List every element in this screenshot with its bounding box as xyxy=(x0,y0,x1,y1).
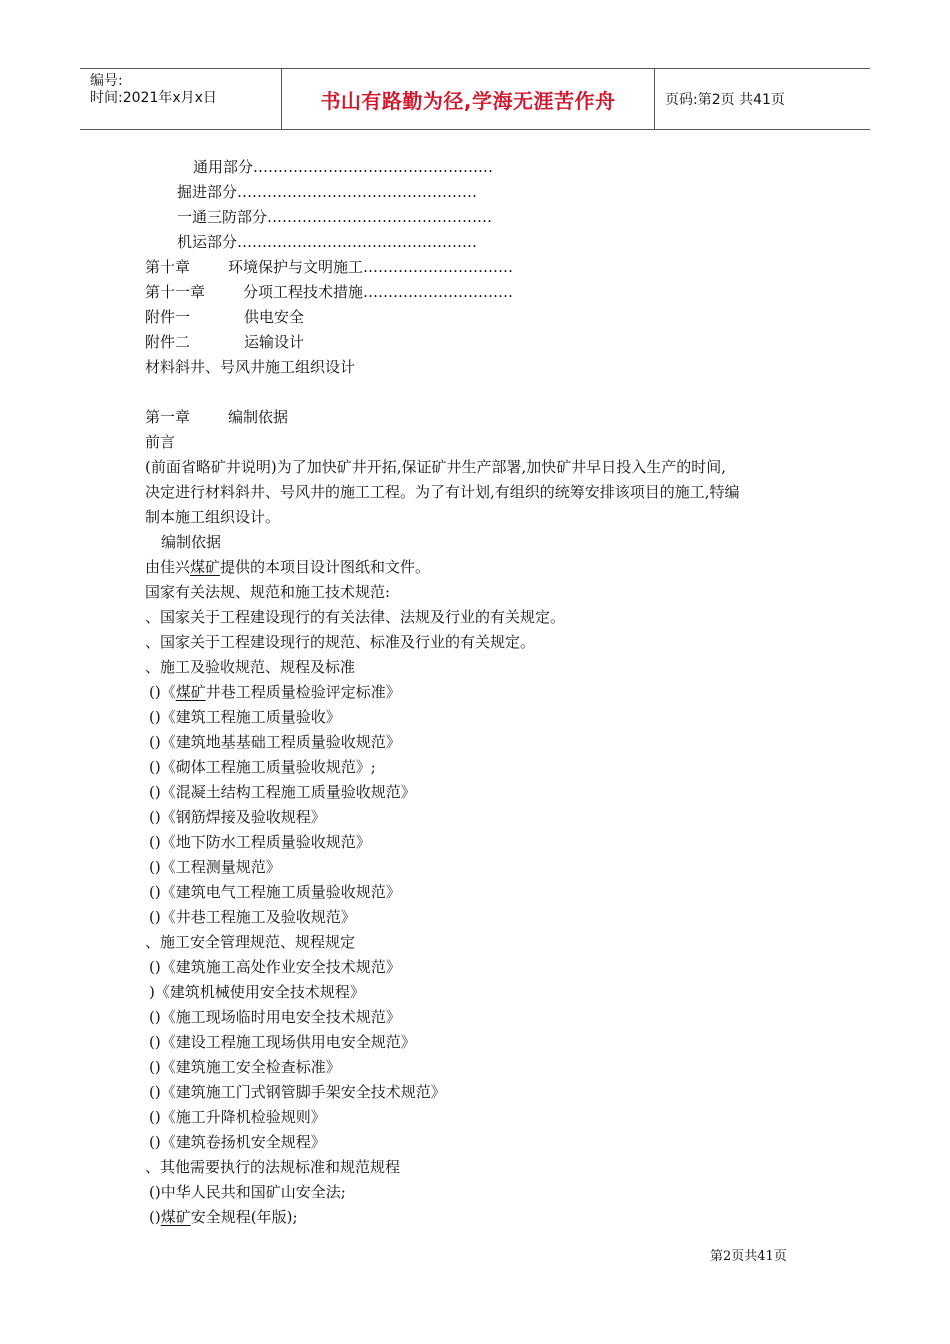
text-run: 井巷工程质量检验评定标准》 xyxy=(205,683,401,701)
toc-chapter-number: 第十一章 xyxy=(145,283,206,301)
toc-chapter-title: 环境保护与文明施工………………………… xyxy=(228,258,514,276)
toc-chapter xyxy=(145,257,513,277)
underlined-term: 煤矿 xyxy=(160,1208,191,1226)
list-item: ()《建筑卷扬机安全规程》 xyxy=(149,1133,326,1151)
toc-chapter-title: 分项工程技术措施………………………… xyxy=(243,283,514,301)
toc-attachment-title: 运输设计 xyxy=(244,333,305,351)
list-item: ()中华人民共和国矿山安全法; xyxy=(149,1183,346,1201)
toc-chapter-number: 第十章 xyxy=(145,258,191,276)
list-item: ()《砌体工程施工质量验收规范》; xyxy=(149,758,376,776)
list-item xyxy=(149,1207,298,1227)
paragraph-line: 国家有关法规、规范和施工技术规范: xyxy=(145,583,391,601)
list-item: ()《建设工程施工现场供用电安全规范》 xyxy=(149,1033,416,1051)
list-item: 、国家关于工程建设现行的规范、标准及行业的有关规定。 xyxy=(145,633,536,651)
list-item: ()《施工升降机检验规则》 xyxy=(149,1108,326,1126)
toc-attachment xyxy=(145,332,304,352)
section-heading: 前言 xyxy=(145,433,176,451)
text-run: 提供的本项目设计图纸和文件。 xyxy=(220,558,431,576)
chapter-heading xyxy=(145,407,288,427)
toc-attachment-title: 供电安全 xyxy=(244,308,305,326)
toc-attachment-number: 附件一 xyxy=(145,308,191,326)
list-item: ()《建筑地基基础工程质量验收规范》 xyxy=(149,733,401,751)
chapter-title: 编制依据 xyxy=(228,408,289,426)
list-item: ()《建筑施工高处作业安全技术规范》 xyxy=(149,958,401,976)
list-item: ()《钢筋焊接及验收规程》 xyxy=(149,808,326,826)
section-heading: 编制依据 xyxy=(161,533,222,551)
list-item: ()《地下防水工程质量验收规范》 xyxy=(149,833,371,851)
list-item: ()《建筑施工门式钢管脚手架安全技术规范》 xyxy=(149,1083,446,1101)
paragraph-line xyxy=(145,557,430,577)
list-item: ()《建筑电气工程施工质量验收规范》 xyxy=(149,883,401,901)
underlined-term: 煤矿 xyxy=(190,558,221,576)
list-item xyxy=(149,682,401,702)
chapter-number: 第一章 xyxy=(145,408,191,426)
header-motto: 书山有路勤为径,学海无涯苦作舟 xyxy=(282,69,655,129)
text-run: 安全规程(年版); xyxy=(190,1208,298,1226)
page-header xyxy=(80,68,870,130)
list-item: )《建筑机械使用安全技术规程》 xyxy=(149,983,365,1001)
page-footer: 第2页共41页 xyxy=(710,1249,787,1264)
header-time: 时间:2021年x月x日 xyxy=(90,90,217,106)
list-item: 、国家关于工程建设现行的有关法律、法规及行业的有关规定。 xyxy=(145,608,566,626)
text-run: () xyxy=(149,1208,161,1226)
toc-item: 通用部分………………………………………… xyxy=(193,158,494,176)
list-item: ()《混凝土结构工程施工质量验收规范》 xyxy=(149,783,416,801)
toc-item: 掘进部分………………………………………… xyxy=(177,183,478,201)
list-item: 、其他需要执行的法规标准和规范规程 xyxy=(145,1158,401,1176)
toc-attachment xyxy=(145,307,304,327)
toc-chapter xyxy=(145,282,513,302)
document-title: 材料斜井、号风井施工组织设计 xyxy=(145,358,356,376)
list-item: ()《井巷工程施工及验收规范》 xyxy=(149,908,356,926)
paragraph-line: 制本施工组织设计。 xyxy=(145,508,281,526)
toc-item: 机运部分………………………………………… xyxy=(177,233,478,251)
header-number: 编号: xyxy=(90,73,123,89)
underlined-term: 煤矿 xyxy=(175,683,206,701)
header-meta xyxy=(80,69,282,129)
list-item: ()《工程测量规范》 xyxy=(149,858,281,876)
list-item: ()《施工现场临时用电安全技术规范》 xyxy=(149,1008,401,1026)
paragraph-line: (前面省略矿井说明)为了加快矿井开拓,保证矿井生产部署,加快矿井早日投入生产的时间, xyxy=(145,458,727,476)
text-run: 由佳兴 xyxy=(145,558,191,576)
paragraph-line: 决定进行材料斜井、号风井的施工工程。为了有计划,有组织的统筹安排该项目的施工,特编 xyxy=(145,483,740,501)
toc-item: 一通三防部分……………………………………… xyxy=(177,208,493,226)
text-run: ()《 xyxy=(149,683,176,701)
list-item: ()《建筑施工安全检查标准》 xyxy=(149,1058,341,1076)
header-page-number: 页码:第2页 共41页 xyxy=(665,92,785,108)
toc-attachment-number: 附件二 xyxy=(145,333,191,351)
list-item: 、施工及验收规范、规程及标准 xyxy=(145,658,356,676)
list-item: ()《建筑工程施工质量验收》 xyxy=(149,708,341,726)
list-item: 、施工安全管理规范、规程规定 xyxy=(145,933,356,951)
